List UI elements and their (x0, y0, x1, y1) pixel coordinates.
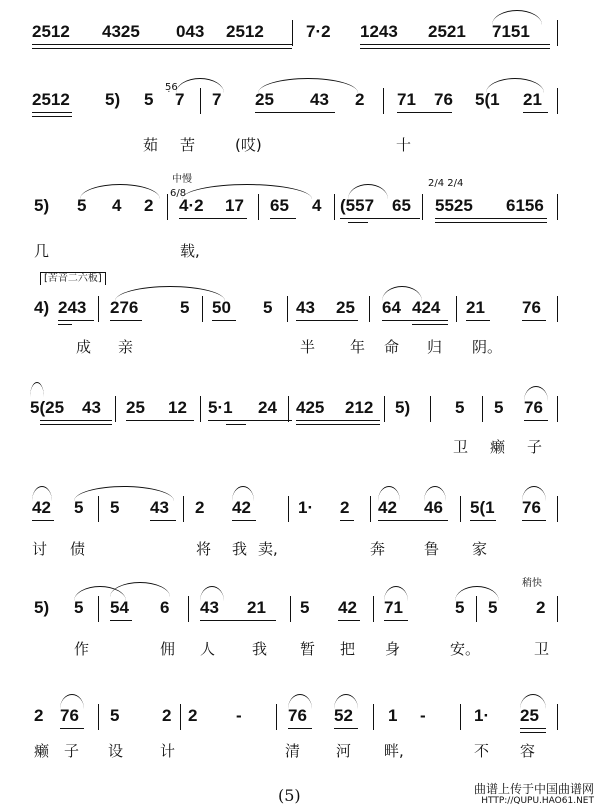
watermark-line-2: HTTP://QUPU.HAO61.NET (481, 796, 594, 806)
note-group: 425 (296, 398, 325, 417)
underline (200, 620, 276, 621)
underline (470, 520, 496, 521)
slur (520, 694, 546, 709)
lyric: 茹 (143, 136, 159, 154)
barline (290, 596, 291, 622)
note-group: 5 (455, 598, 465, 617)
underline (179, 218, 247, 219)
note-group: 7 (175, 90, 185, 109)
barline (183, 496, 184, 522)
underline (397, 112, 452, 113)
note-group: 2 (144, 196, 154, 215)
note-group: 42 (32, 498, 51, 517)
lyric: (哎) (235, 136, 262, 154)
barline (188, 596, 189, 622)
lyric: 讨 (32, 540, 48, 558)
note-group: 24 (258, 398, 277, 417)
lyric: 我 (232, 540, 248, 558)
lyric: 人 (200, 640, 216, 658)
note-group: 5 (77, 196, 87, 215)
underline (270, 218, 296, 219)
note-group: 7·2 (306, 22, 331, 41)
note-group: 5) (105, 90, 121, 109)
slur (115, 286, 225, 301)
lyric: 计 (160, 742, 176, 760)
underline (435, 218, 547, 219)
lyric: 身 (385, 640, 401, 658)
barline (276, 704, 277, 730)
underline (126, 420, 194, 421)
tempo-mark: 稍快 (522, 578, 542, 589)
note-group: 71 (384, 598, 403, 617)
barline (482, 396, 483, 422)
barline (557, 396, 558, 422)
note-group: 5 (488, 598, 498, 617)
note-group: 1· (474, 706, 490, 725)
note-group: 5) (395, 398, 411, 417)
note-group: 7 (212, 90, 222, 109)
slur (30, 382, 44, 397)
lyric: 卫 (534, 640, 550, 658)
underline (523, 112, 548, 113)
note-group: 2 (355, 90, 365, 109)
note-group: 5 (494, 398, 504, 417)
barline (115, 396, 116, 422)
lyric: 不 (474, 742, 490, 760)
lyric: 归 (427, 338, 443, 356)
note-group: 2512 (32, 22, 70, 41)
underline (338, 620, 360, 621)
lyric: 佣 (160, 640, 176, 658)
underline (522, 320, 546, 321)
barline (422, 194, 423, 220)
note-group: 5(1 (475, 90, 500, 109)
note-group: 46 (424, 498, 443, 517)
underline (32, 48, 292, 49)
underline (208, 420, 292, 421)
watermark (474, 782, 594, 807)
note-group: 5 (263, 298, 273, 317)
underline (412, 324, 448, 325)
underline (296, 320, 358, 321)
barline (430, 396, 431, 422)
slur (32, 486, 52, 501)
note-group: 1· (298, 498, 314, 517)
lyric: 命 (384, 338, 400, 356)
note-group: 43 (310, 90, 329, 109)
underline (32, 112, 72, 113)
underline (520, 728, 546, 729)
barline (287, 296, 288, 322)
barline (557, 296, 558, 322)
underline (522, 520, 546, 521)
note-group: 2512 (226, 22, 264, 41)
note-group: 43 (200, 598, 219, 617)
note-group: 5525 (435, 196, 473, 215)
slur (492, 10, 542, 25)
note-group: 5 (110, 498, 120, 517)
lyric: 畔, (384, 742, 404, 760)
slur (232, 486, 254, 501)
lyric: 载, (180, 242, 200, 260)
lyric: 卫 (453, 438, 469, 456)
note-group: 4325 (102, 22, 140, 41)
note-group: 42 (232, 498, 251, 517)
note-group: - (236, 706, 242, 725)
lyric: 十 (396, 136, 412, 154)
watermark-line-1: 曲谱上传于中国曲谱网 (473, 782, 594, 796)
underline (524, 420, 548, 421)
note-group: 42 (338, 598, 357, 617)
time-signature: 2/4 2/4 (428, 178, 464, 189)
underline (360, 44, 550, 45)
lyric: 癞 (34, 742, 50, 760)
note-group: 6156 (506, 196, 544, 215)
note-group: 4) (34, 298, 50, 317)
note-group: 21 (523, 90, 542, 109)
note-group: 43 (150, 498, 169, 517)
lyric: 我 (252, 640, 268, 658)
note-group: 43 (82, 398, 101, 417)
note-group: 1243 (360, 22, 398, 41)
note-group: 42 (378, 498, 397, 517)
note-group: 2 (536, 598, 546, 617)
underline (378, 520, 448, 521)
slur (384, 586, 408, 601)
barline (370, 496, 371, 522)
barline (557, 194, 558, 220)
lyric: 家 (472, 540, 488, 558)
note-group: 243 (58, 298, 87, 317)
underline (255, 112, 335, 113)
note-group: 76 (60, 706, 79, 725)
slur (522, 486, 546, 501)
underline (382, 320, 448, 321)
underline (296, 420, 380, 421)
slur (288, 694, 312, 709)
underline (212, 320, 236, 321)
underline (334, 728, 358, 729)
time-signature: 6/8 (170, 188, 187, 199)
note-group: 52 (334, 706, 353, 725)
note-group: 25 (520, 706, 539, 725)
note-group: 2 (188, 706, 198, 725)
underline (40, 420, 112, 421)
note-group: 25 (336, 298, 355, 317)
note-group: 64 (382, 298, 401, 317)
slur (176, 78, 224, 93)
note-group: 50 (212, 298, 231, 317)
underline (340, 218, 420, 219)
underline (466, 320, 490, 321)
lyric: 半 (300, 338, 316, 356)
note-group: 76 (288, 706, 307, 725)
underline (288, 728, 312, 729)
note-group: 2 (34, 706, 44, 725)
barline (557, 88, 558, 114)
underline (384, 620, 408, 621)
barline (288, 496, 289, 522)
note-group: 5 (300, 598, 310, 617)
underline (435, 222, 547, 223)
barline (292, 20, 293, 46)
grace-note: 5̣6 (165, 82, 178, 93)
lyric: 成 (76, 338, 92, 356)
slur (382, 286, 422, 301)
note-group: 21 (247, 598, 266, 617)
underline (40, 424, 112, 425)
barline (288, 396, 289, 422)
lyric: 将 (196, 540, 212, 558)
slur (258, 78, 358, 93)
barline (557, 704, 558, 730)
note-group: 1 (388, 706, 398, 725)
underline (32, 44, 292, 45)
note-group: 65 (270, 196, 289, 215)
note-group: 5 (110, 706, 120, 725)
note-group: 5(25 (30, 398, 65, 417)
underline (226, 424, 246, 425)
slur (80, 184, 160, 199)
underline (340, 520, 354, 521)
tempo-mark: 中慢 (172, 174, 192, 185)
barline (98, 704, 99, 730)
note-group: 2 (195, 498, 205, 517)
lyric: 癞 (490, 438, 506, 456)
slur (200, 586, 224, 601)
lyric: 卖, (258, 540, 278, 558)
lyric: 作 (74, 640, 90, 658)
lyric: 债 (70, 540, 86, 558)
note-group: 4 (112, 196, 122, 215)
slur (348, 184, 388, 199)
lyric: 暂 (300, 640, 316, 658)
lyric: 苦 (180, 136, 196, 154)
note-group: 043 (176, 22, 205, 41)
note-group: 5(1 (470, 498, 495, 517)
note-group: 43 (296, 298, 315, 317)
note-group: 5 (144, 90, 154, 109)
slur (424, 486, 446, 501)
note-group: 25 (255, 90, 274, 109)
note-group: 2512 (32, 90, 70, 109)
note-group: 5 (74, 498, 84, 517)
note-group: 5) (34, 598, 50, 617)
lyric: 清 (285, 742, 301, 760)
note-group: 76 (434, 90, 453, 109)
lyric: 鲁 (424, 540, 440, 558)
page-number: (5) (278, 786, 301, 805)
lyric: 安。 (450, 640, 481, 658)
note-group: 2521 (428, 22, 466, 41)
barline (557, 596, 558, 622)
underline (60, 728, 84, 729)
note-group: 17 (225, 196, 244, 215)
underline (58, 320, 94, 321)
note-group: 65 (392, 196, 411, 215)
lyric: 阴。 (472, 338, 503, 356)
note-group: 76 (524, 398, 543, 417)
slur (334, 694, 358, 709)
note-group: 12 (168, 398, 187, 417)
underline (520, 732, 546, 733)
underline (296, 424, 380, 425)
note-group: 25 (126, 398, 145, 417)
lyric: 设 (108, 742, 124, 760)
note-group: 2 (340, 498, 350, 517)
slur (486, 78, 544, 93)
note-group: 212 (345, 398, 374, 417)
note-group: 76 (522, 498, 541, 517)
slur (60, 694, 84, 709)
slur (378, 486, 400, 501)
barline (373, 704, 374, 730)
note-group: 71 (397, 90, 416, 109)
underline (150, 520, 176, 521)
slur (455, 586, 499, 601)
note-group: 4·2 (179, 196, 204, 215)
lyric: 奔 (370, 540, 386, 558)
slur (182, 184, 312, 199)
note-group: 4 (312, 196, 322, 215)
underline (32, 520, 54, 521)
note-group: 276 (110, 298, 139, 317)
note-group: - (420, 706, 426, 725)
lyric: 几 (34, 242, 50, 260)
lyric: 年 (350, 338, 366, 356)
barline (384, 396, 385, 422)
note-group: 5) (34, 196, 50, 215)
slur (524, 386, 548, 401)
lyric: 子 (64, 742, 80, 760)
barline (460, 496, 461, 522)
barline (98, 296, 99, 322)
barline (383, 88, 384, 114)
note-group: 6 (160, 598, 170, 617)
note-group: 5·1 (208, 398, 233, 417)
note-group: 5 (455, 398, 465, 417)
underline (32, 116, 72, 117)
note-group: 2 (162, 706, 172, 725)
underline (110, 320, 142, 321)
note-group: (557 (340, 196, 375, 215)
barline (373, 596, 374, 622)
slur (74, 486, 174, 501)
barline (557, 20, 558, 46)
underline (110, 620, 132, 621)
barline (369, 296, 370, 322)
barline (200, 396, 201, 422)
underline (58, 324, 72, 325)
underline (232, 520, 256, 521)
lyric: 把 (340, 640, 356, 658)
note-group: 21 (466, 298, 485, 317)
barline (460, 704, 461, 730)
barline (334, 194, 335, 220)
lyric: 容 (520, 742, 536, 760)
barline (180, 704, 181, 730)
note-group: 5 (74, 598, 84, 617)
barline (456, 296, 457, 322)
lyric: 亲 (118, 338, 134, 356)
note-group: 5 (180, 298, 190, 317)
lyric: 河 (336, 742, 352, 760)
underline (360, 48, 550, 49)
barline (167, 194, 168, 220)
note-group: 76 (522, 298, 541, 317)
section-label: [苦音二六板] (40, 272, 106, 285)
lyric: 子 (527, 438, 543, 456)
note-group: 7151 (492, 22, 530, 41)
note-group: 54 (110, 598, 129, 617)
underline (348, 222, 368, 223)
barline (557, 496, 558, 522)
note-group: 424 (412, 298, 441, 317)
